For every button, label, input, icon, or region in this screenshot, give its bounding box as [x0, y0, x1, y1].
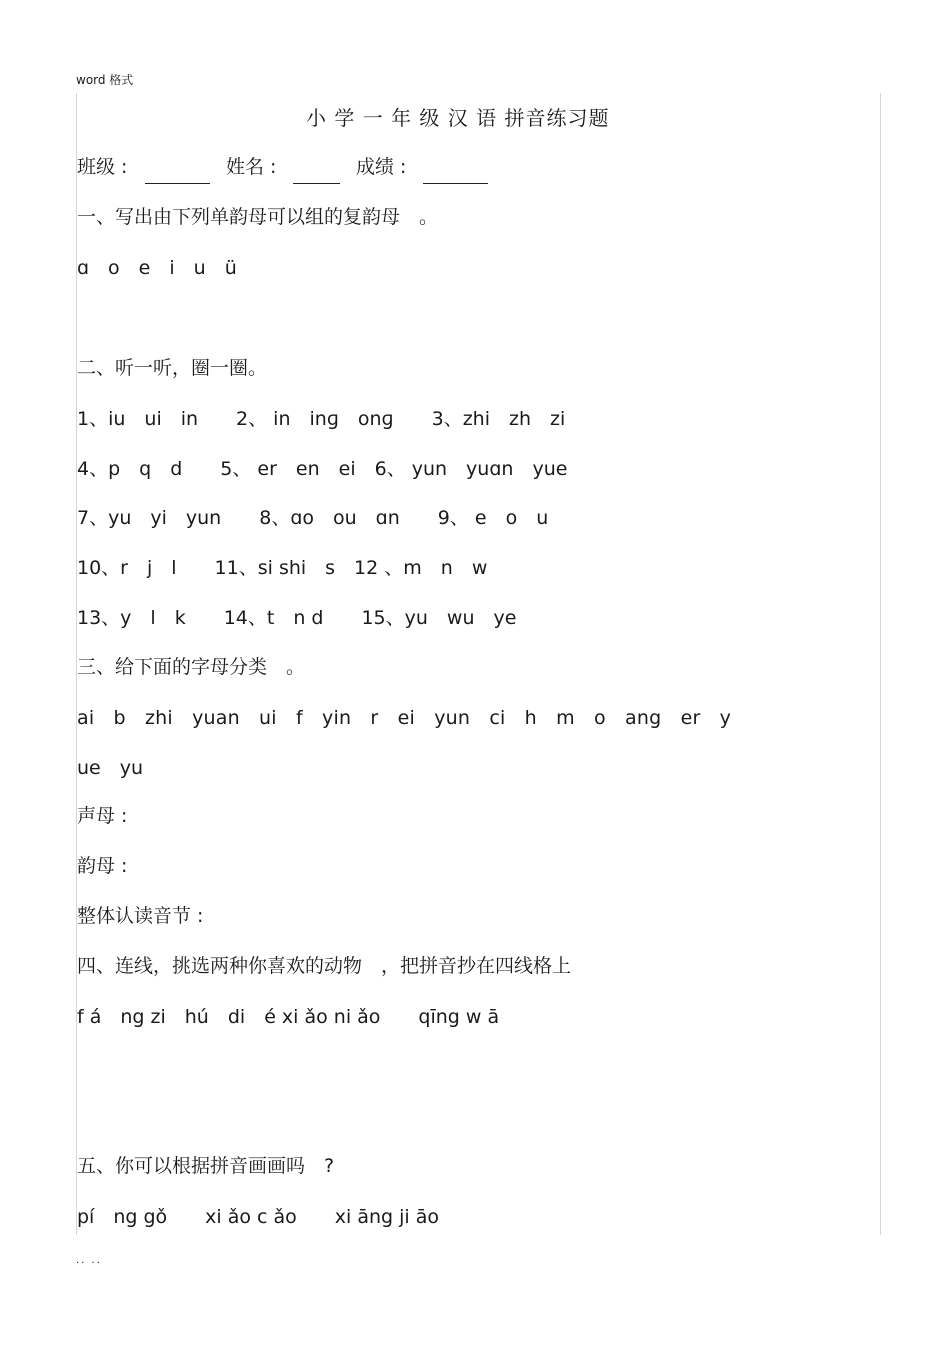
footer-dots: .. .. — [76, 1255, 102, 1266]
score-blank — [423, 183, 488, 184]
right-margin-line — [880, 93, 881, 1235]
class-label: 班级 : — [77, 156, 128, 178]
section-2-heading: 二、听一听，圈一圈。 — [77, 357, 268, 379]
finals-label: 韵母 : — [77, 855, 128, 877]
section-5-heading: 五、你可以根据拼音画画吗 ? — [77, 1155, 335, 1177]
section-2-row: 10、r j l 11、si shi s 12 、m n w — [77, 557, 488, 579]
section-2-row: 1、iu ui in 2、 in inɡ onɡ 3、zhi zh zi — [77, 408, 566, 430]
section-4-words: f á ng zi hú di é xi ǎo ni ǎo qīng w ā — [77, 1006, 500, 1028]
score-label: 成绩 : — [356, 156, 407, 178]
whole-syllables-label: 整体认读音节 : — [77, 905, 204, 927]
section-3-heading: 三、给下面的字母分类 。 — [77, 656, 306, 678]
header-tag: word 格式 — [76, 73, 134, 87]
page-title: 小 学 一 年 级 汉 语 拼音练习题 — [306, 106, 610, 130]
class-blank — [145, 183, 210, 184]
section-3-letters-row: ue yu — [77, 757, 144, 779]
section-4-heading: 四、连线，挑选两种你喜欢的动物 ，把拼音抄在四线格上 — [77, 955, 572, 977]
section-2-row: 4、p q d 5、 er en ei 6、 yun yuɑn yue — [77, 458, 568, 480]
section-2-row: 7、yu yi yun 8、ɑo ou ɑn 9、 e o u — [77, 507, 549, 529]
section-5-words: pí ng gǒ xi ǎo c ǎo xi āng ji āo — [77, 1206, 440, 1228]
section-1-heading: 一、写出由下列单韵母可以组的复韵母 。 — [77, 206, 439, 228]
name-blank — [293, 183, 340, 184]
initials-label: 声母 : — [77, 805, 128, 827]
section-3-letters-row: ai b zhi yuan ui f yin r ei yun ci h m o ang er y — [77, 707, 732, 729]
section-1-letters: ɑ o e i u ü — [77, 257, 237, 279]
name-label: 姓名 : — [226, 156, 277, 178]
section-2-row: 13、y l k 14、t n d 15、yu wu ye — [77, 607, 517, 629]
